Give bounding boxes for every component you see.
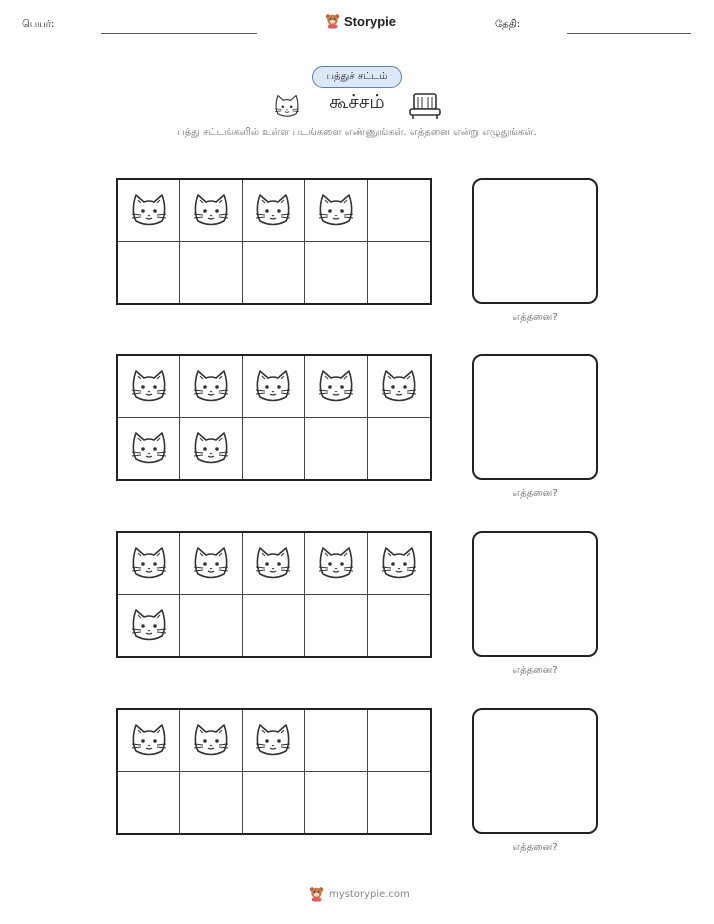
chair-icon (408, 92, 442, 120)
frame-cell (368, 772, 430, 834)
frame-cell (368, 180, 430, 242)
cat-face-icon (191, 190, 231, 230)
answer-box-4[interactable] (472, 708, 598, 834)
frame-cell (180, 418, 242, 480)
answer-label-2: எத்தனை? (512, 488, 558, 499)
frame-cell (180, 242, 242, 304)
cat-face-icon (253, 366, 293, 406)
frame-cell (118, 356, 180, 418)
bear-mascot-icon (309, 886, 324, 902)
frame-cell (305, 595, 367, 657)
cat-face-icon (316, 190, 356, 230)
frame-cell (180, 595, 242, 657)
frame-cell (180, 772, 242, 834)
cat-face-icon (129, 366, 169, 406)
cat-face-icon (129, 605, 169, 645)
cat-face-icon (253, 720, 293, 760)
cat-face-icon (191, 428, 231, 468)
frame-cell (118, 710, 180, 772)
frame-cell (118, 772, 180, 834)
frame-cell (368, 533, 430, 595)
frame-cell (243, 772, 305, 834)
footer (309, 886, 410, 902)
frame-cell (118, 242, 180, 304)
frame-cell (118, 418, 180, 480)
frame-cell (243, 242, 305, 304)
cat-face-icon (129, 543, 169, 583)
frame-cell (305, 533, 367, 595)
ten-frame-3 (116, 531, 432, 658)
answer-box-2[interactable] (472, 354, 598, 480)
storypie-logo (325, 13, 396, 29)
frame-cell (305, 242, 367, 304)
frame-cell (243, 710, 305, 772)
cat-face-icon (253, 543, 293, 583)
cat-face-icon (379, 543, 419, 583)
ten-frame-1 (116, 178, 432, 305)
frame-cell (243, 356, 305, 418)
footer-url[interactable]: mystorypie.com (329, 888, 410, 900)
frame-cell (180, 180, 242, 242)
cat-face-icon (191, 720, 231, 760)
brand-name: Storypie (344, 13, 397, 29)
frame-cell (305, 772, 367, 834)
frame-cell (243, 595, 305, 657)
frame-cell (368, 710, 430, 772)
instructions: பத்து சட்டங்களில் உள்ள படங்களை எண்ணுங்கள். எத்தனை என்று எழுதுங்கள். (177, 127, 537, 138)
ten-frame-2 (116, 354, 432, 481)
page-title: கூச்சம் (329, 91, 385, 113)
frame-cell (180, 533, 242, 595)
cat-face-icon (191, 543, 231, 583)
answer-label-4: எத்தனை? (512, 842, 558, 853)
answer-box-3[interactable] (472, 531, 598, 657)
frame-cell (305, 180, 367, 242)
cat-face-icon (129, 720, 169, 760)
cat-face-icon (191, 366, 231, 406)
answer-label-1: எத்தனை? (512, 312, 558, 323)
frame-cell (368, 418, 430, 480)
cat-face-icon (379, 366, 419, 406)
cat-face-icon (129, 190, 169, 230)
frame-cell (243, 418, 305, 480)
cat-face-icon (316, 543, 356, 583)
frame-cell (305, 356, 367, 418)
date-label: தேதி: (495, 19, 521, 30)
frame-cell (368, 242, 430, 304)
ten-frame-pill: பத்துச் சட்டம் (312, 66, 402, 88)
name-line[interactable] (101, 33, 257, 34)
frame-cell (368, 595, 430, 657)
frame-cell (118, 595, 180, 657)
frame-cell (305, 710, 367, 772)
frame-cell (180, 356, 242, 418)
frame-cell (243, 180, 305, 242)
answer-box-1[interactable] (472, 178, 598, 304)
cat-face-icon (129, 428, 169, 468)
frame-cell (305, 418, 367, 480)
frame-cell (368, 356, 430, 418)
frame-cell (243, 533, 305, 595)
cat-face-icon (253, 190, 293, 230)
frame-cell (180, 710, 242, 772)
name-label: பெயர்: (22, 19, 55, 30)
ten-frame-4 (116, 708, 432, 835)
answer-label-3: எத்தனை? (512, 665, 558, 676)
bear-mascot-icon (325, 13, 340, 29)
date-line[interactable] (567, 33, 691, 34)
cat-face-icon (316, 366, 356, 406)
frame-cell (118, 180, 180, 242)
frame-cell (118, 533, 180, 595)
